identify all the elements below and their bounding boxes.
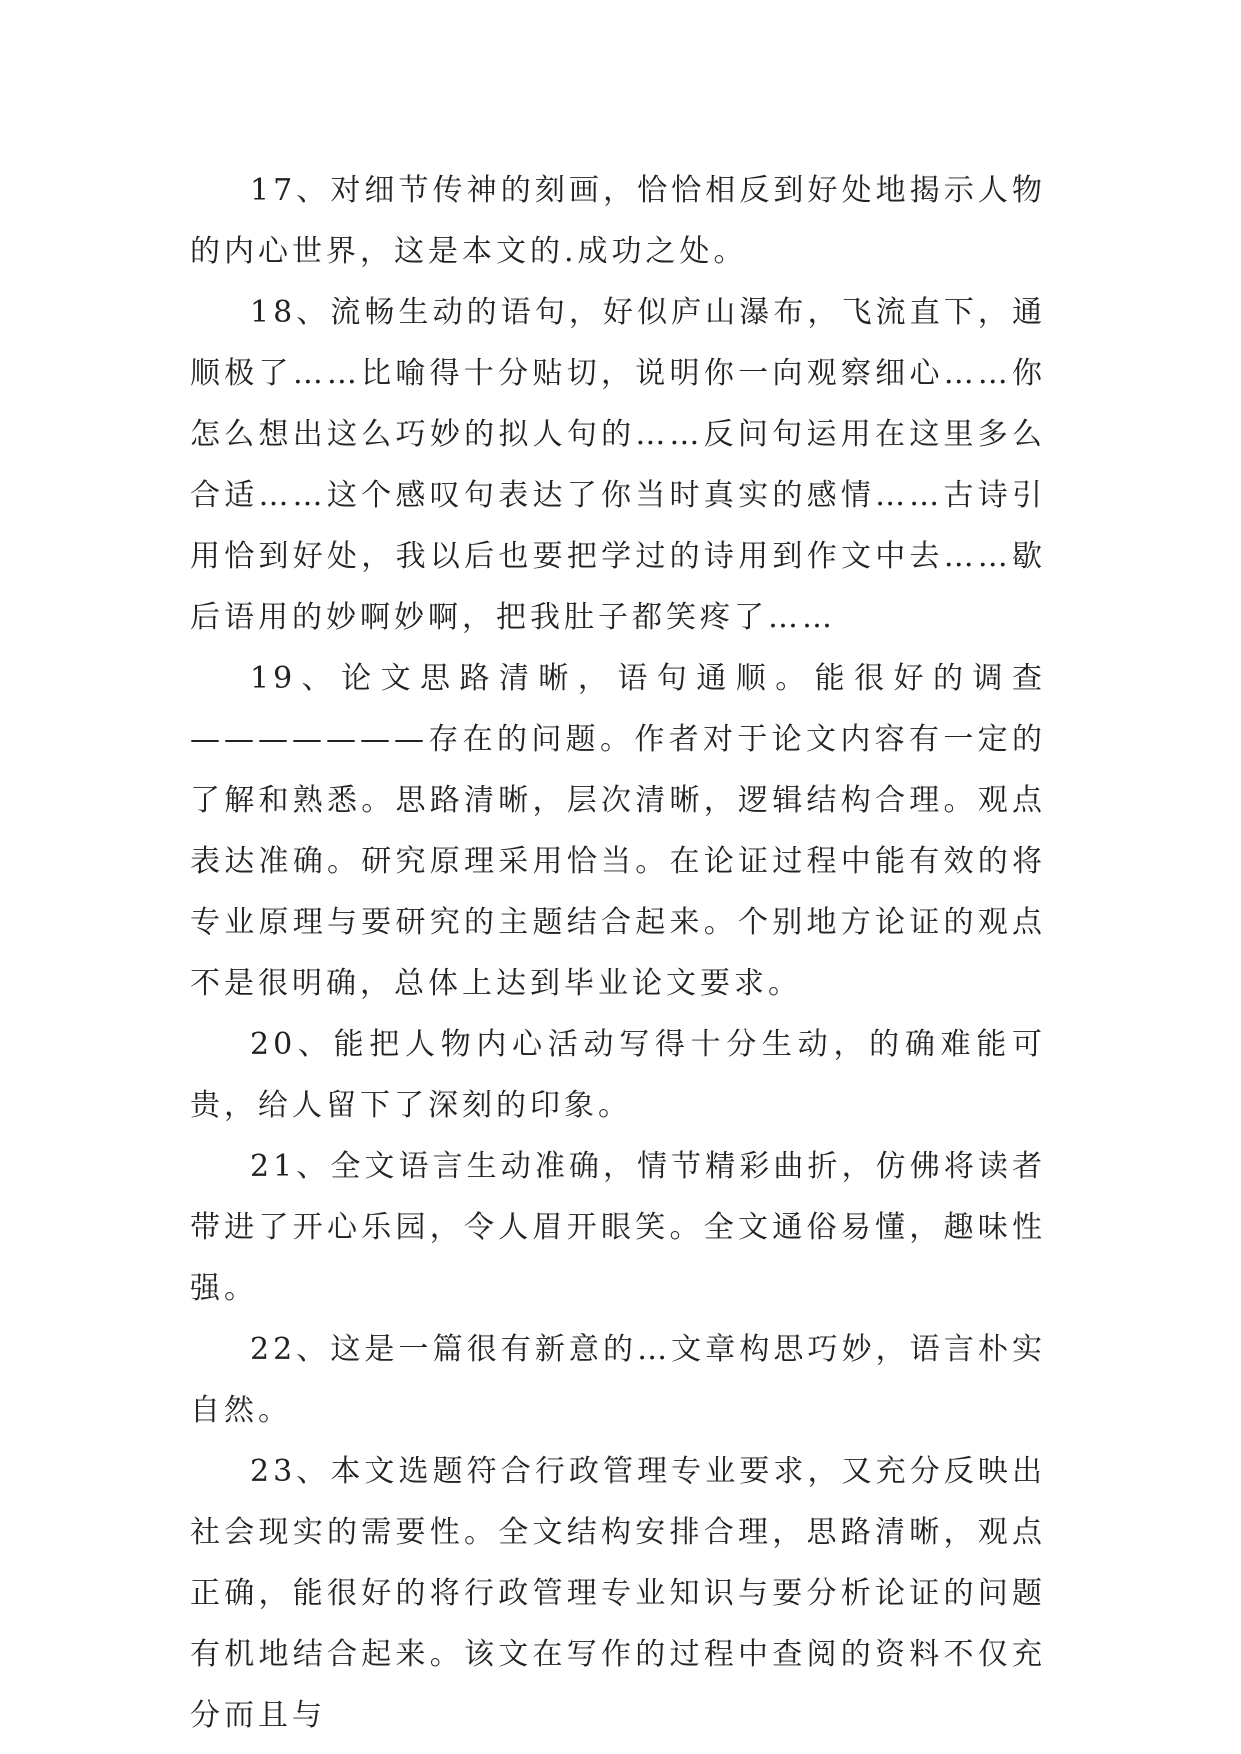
- paragraph-18: 18、流畅生动的语句，好似庐山瀑布，飞流直下，通顺极了……比喻得十分贴切，说明你一向观察细心……你怎么想出这么巧妙的拟人句的……反问句运用在这里多么合适……这个感叹句表达了你当时真实的感情……古诗引用恰到好处，我以后也要把学过的诗用到作文中去……歇后语用的妙啊妙啊，把我肚子都笑疼了……: [190, 295, 1046, 635]
- document-body: [190, 160, 1046, 1746]
- paragraph-21: 21、全文语言生动准确，情节精彩曲折，仿佛将读者带进了开心乐园，令人眉开眼笑。全文通俗易懂，趣味性强。: [190, 1149, 1046, 1306]
- paragraph-17: 17、对细节传神的刻画，恰恰相反到好处地揭示人物的内心世界，这是本文的.成功之处。: [190, 173, 1046, 269]
- paragraph-19: 19、论文思路清晰，语句通顺。能很好的调查———————存在的问题。作者对于论文内容有一定的了解和熟悉。思路清晰，层次清晰，逻辑结构合理。观点表达准确。研究原理采用恰当。在论证过程中能有效的将专业原理与要研究的主题结合起来。个别地方论证的观点不是很明确，总体上达到毕业论文要求。: [190, 661, 1046, 1001]
- paragraph-20: 20、能把人物内心活动写得十分生动，的确难能可贵，给人留下了深刻的印象。: [190, 1027, 1046, 1123]
- paragraph-23: 23、本文选题符合行政管理专业要求，又充分反映出社会现实的需要性。全文结构安排合理，思路清晰，观点正确，能很好的将行政管理专业知识与要分析论证的问题有机地结合起来。该文在写作的过程中查阅的资料不仅充分而且与: [190, 1454, 1046, 1733]
- paragraph-22: 22、这是一篇很有新意的…文章构思巧妙，语言朴实自然。: [190, 1332, 1046, 1428]
